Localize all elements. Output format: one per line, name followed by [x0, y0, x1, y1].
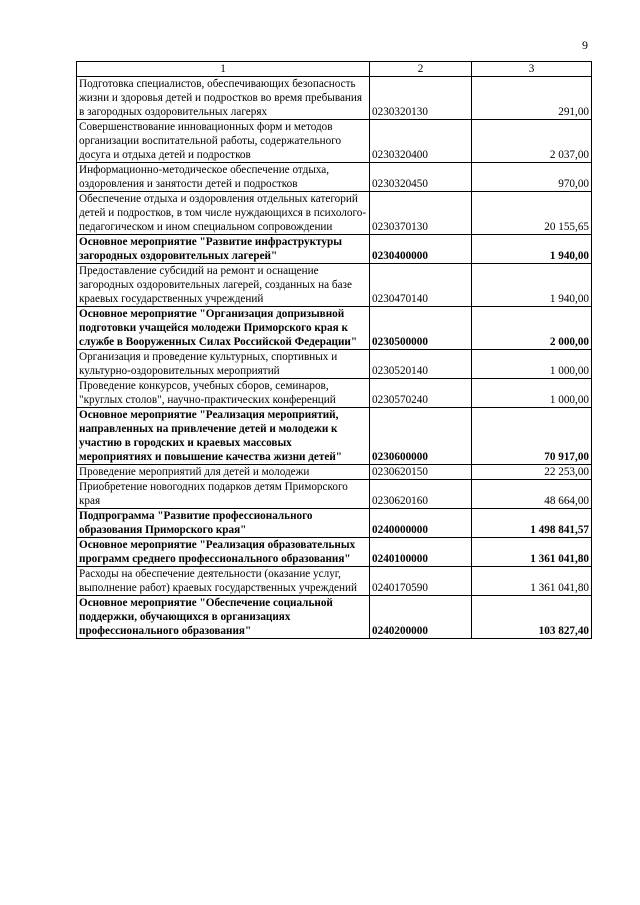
row-name-cell: Подпрограмма "Развитие профессионального образования Приморского края" [77, 509, 370, 538]
row-amount-cell: 1 000,00 [472, 350, 592, 379]
row-amount-cell: 2 000,00 [472, 307, 592, 350]
table-row [77, 596, 592, 639]
header-col-3: 3 [472, 62, 592, 77]
row-amount-cell: 2 037,00 [472, 120, 592, 163]
row-name-cell: Приобретение новогодних подарков детям Приморского края [77, 480, 370, 509]
row-name-cell: Расходы на обеспечение деятельности (оказание услуг, выполнение работ) краевых государственных учреждений [77, 567, 370, 596]
row-name-cell: Совершенствование инновационных форм и методов организации воспитательной работы, содержательного досуга и отдыха детей и подростков [77, 120, 370, 163]
table-row [77, 379, 592, 408]
row-amount-cell: 1 498 841,57 [472, 509, 592, 538]
table-row [77, 192, 592, 235]
row-code-cell: 0230470140 [370, 264, 472, 307]
header-col-2: 2 [370, 62, 472, 77]
row-name-cell: Предоставление субсидий на ремонт и оснащение загородных оздоровительных лагерей, созданных на базе краевых государственных учреждений [77, 264, 370, 307]
row-code-cell: 0230570240 [370, 379, 472, 408]
row-code-cell: 0240200000 [370, 596, 472, 639]
row-amount-cell: 103 827,40 [472, 596, 592, 639]
table-row [77, 408, 592, 465]
table-row [77, 480, 592, 509]
row-code-cell: 0230600000 [370, 408, 472, 465]
table-row [77, 235, 592, 264]
row-name-cell: Информационно-методическое обеспечение отдыха, оздоровления и занятости детей и подростков [77, 163, 370, 192]
row-amount-cell: 1 361 041,80 [472, 538, 592, 567]
row-amount-cell: 1 940,00 [472, 264, 592, 307]
table-row [77, 538, 592, 567]
row-amount-cell: 1 000,00 [472, 379, 592, 408]
row-code-cell: 0230320450 [370, 163, 472, 192]
row-name-cell: Основное мероприятие "Обеспечение социальной поддержки, обучающихся в организациях профессионального образования" [77, 596, 370, 639]
row-code-cell: 0230520140 [370, 350, 472, 379]
row-name-cell: Основное мероприятие "Реализация образовательных программ среднего профессионального образования" [77, 538, 370, 567]
header-col-1: 1 [77, 62, 370, 77]
table-header-row [77, 62, 592, 77]
table-row [77, 77, 592, 120]
row-amount-cell: 1 361 041,80 [472, 567, 592, 596]
table-row [77, 163, 592, 192]
row-amount-cell: 70 917,00 [472, 408, 592, 465]
table-row [77, 465, 592, 480]
row-amount-cell: 48 664,00 [472, 480, 592, 509]
page-number: 9 [582, 38, 588, 52]
row-name-cell: Основное мероприятие "Реализация мероприятий, направленных на привлечение детей и молодежи к участию в городских и краевых массовых мероприятиях и повышение качества жизни детей" [77, 408, 370, 465]
row-amount-cell: 1 940,00 [472, 235, 592, 264]
row-amount-cell: 970,00 [472, 163, 592, 192]
row-code-cell: 0240170590 [370, 567, 472, 596]
row-name-cell: Основное мероприятие "Организация допризывной подготовки учащейся молодежи Приморского края к службе в Вооруженных Силах Российской Федерации" [77, 307, 370, 350]
table-row [77, 264, 592, 307]
row-code-cell: 0230320130 [370, 77, 472, 120]
table-row [77, 307, 592, 350]
row-code-cell: 0230620160 [370, 480, 472, 509]
row-amount-cell: 22 253,00 [472, 465, 592, 480]
row-name-cell: Обеспечение отдыха и оздоровления отдельных категорий детей и подростков, в том числе нуждающихся в психолого-педагогическом и ином специальном сопровождении [77, 192, 370, 235]
row-name-cell: Организация и проведение культурных, спортивных и культурно-оздоровительных мероприятий [77, 350, 370, 379]
row-code-cell: 0230400000 [370, 235, 472, 264]
table-row [77, 120, 592, 163]
row-code-cell: 0240000000 [370, 509, 472, 538]
row-code-cell: 0230370130 [370, 192, 472, 235]
budget-table [76, 61, 592, 639]
table-row [77, 350, 592, 379]
table-row [77, 567, 592, 596]
row-amount-cell: 291,00 [472, 77, 592, 120]
row-name-cell: Подготовка специалистов, обеспечивающих безопасность жизни и здоровья детей и подростков во время пребывания в загородных оздоровительных лагерях [77, 77, 370, 120]
row-code-cell: 0230320400 [370, 120, 472, 163]
row-code-cell: 0240100000 [370, 538, 472, 567]
row-name-cell: Основное мероприятие "Развитие инфраструктуры загородных оздоровительных лагерей" [77, 235, 370, 264]
table-row [77, 509, 592, 538]
row-amount-cell: 20 155,65 [472, 192, 592, 235]
row-name-cell: Проведение мероприятий для детей и молодежи [77, 465, 370, 480]
row-code-cell: 0230500000 [370, 307, 472, 350]
row-name-cell: Проведение конкурсов, учебных сборов, семинаров, "круглых столов", научно-практических конференций [77, 379, 370, 408]
row-code-cell: 0230620150 [370, 465, 472, 480]
